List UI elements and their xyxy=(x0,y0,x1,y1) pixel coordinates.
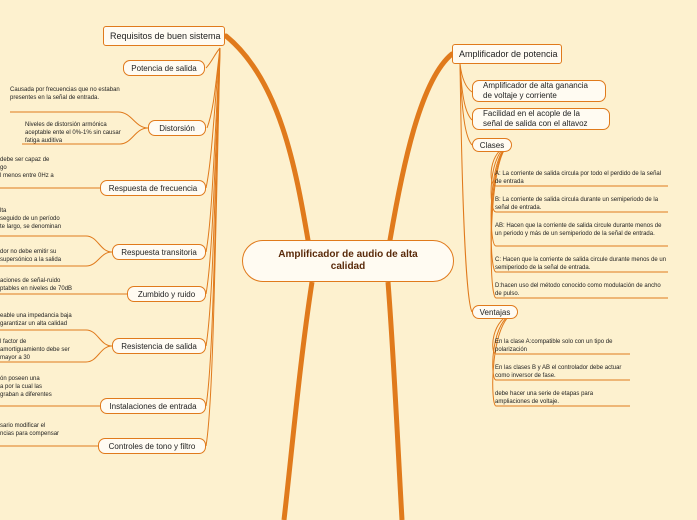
frecuencia-label: Respuesta de frecuencia xyxy=(108,183,198,193)
ventaja-1-text: En la clase A:compatible solo con un tipo de polarización xyxy=(495,339,613,353)
zumbido-label: Zumbido y ruido xyxy=(137,289,196,299)
requisitos-label: Requisitos de buen sistema xyxy=(110,31,221,41)
acople-label: Facilidad en el acople de la señal de salida con el altavoz xyxy=(483,109,588,128)
transitoria-text-5: dor no debe emitir su xyxy=(0,249,57,255)
frecuencia-text-2: go xyxy=(0,165,7,171)
transitoria-text-6: supersónico a la salida xyxy=(0,257,62,263)
resistencia-text-1: eable una impedancia baja xyxy=(0,313,72,319)
instalaciones-label: Instalaciones de entrada xyxy=(109,401,197,411)
ventaja-2-text: En las clases B y AB el controlador debe actuar como inversor de fase. xyxy=(495,365,622,379)
resistencia-label: Resistencia de salida xyxy=(121,341,197,351)
resistencia-text-3: l factor de xyxy=(0,339,27,345)
central-topic[interactable] xyxy=(242,240,454,282)
resistencia-node[interactable] xyxy=(112,338,206,354)
zumbido-text-1: aciones de señal-ruido xyxy=(0,278,61,284)
clases-node[interactable] xyxy=(472,138,512,152)
distorsion-node[interactable] xyxy=(148,120,206,136)
central-topic-label: Amplificador de audio de alta calidad xyxy=(278,249,418,272)
instalaciones-text-3: graban a diferentes xyxy=(0,392,52,398)
clases-label: Clases xyxy=(479,140,505,150)
distorsion-label: Distorsión xyxy=(159,123,195,133)
clase-a-text: A: La corriente de salida circula por todo el perdido de la señal de entrada xyxy=(495,171,662,185)
ventajas-label: Ventajas xyxy=(479,307,511,317)
acople-node[interactable] xyxy=(472,108,610,130)
amplificador-potencia-label: Amplificador de potencia xyxy=(459,49,558,59)
instalaciones-text-1: ón poseen una xyxy=(0,376,40,382)
transitoria-text-1: lta xyxy=(0,208,7,214)
transitoria-node[interactable] xyxy=(112,244,206,260)
resistencia-text-2: garantizar un alta calidad xyxy=(0,321,68,327)
controles-label: Controles de tono y filtro xyxy=(108,441,196,451)
frecuencia-text-1: debe ser capaz de xyxy=(0,157,50,163)
instalaciones-node[interactable] xyxy=(100,398,206,414)
controles-node[interactable] xyxy=(98,438,206,454)
clase-d-text: D:hacen uso del método conocido como modulación de ancho de pulso. xyxy=(495,283,661,297)
alta-ganancia-label: Amplificador de alta ganancia de voltaje y corriente xyxy=(483,81,588,100)
potencia-node[interactable] xyxy=(123,60,205,76)
ventajas-node[interactable] xyxy=(472,305,518,319)
transitoria-text-2: seguido de un período xyxy=(0,216,60,222)
alta-ganancia-node[interactable] xyxy=(472,80,606,102)
transitoria-text-3: te largo, se denominan xyxy=(0,224,62,230)
frecuencia-node[interactable] xyxy=(100,180,206,196)
zumbido-node[interactable] xyxy=(127,286,206,302)
resistencia-text-4: amortiguamiento debe ser xyxy=(0,347,70,353)
transitoria-label: Respuesta transitoria xyxy=(121,247,197,257)
controles-text-1: sario modificar el xyxy=(0,423,46,429)
frecuencia-text-3: l menos entre 0Hz a xyxy=(0,173,54,179)
instalaciones-text-2: a por la cual las xyxy=(0,384,43,390)
clase-ab-text: AB: Hacen que la corriente de salida circule durante menos de un periodo y más de un semiperiodo de la señal de entrada. xyxy=(495,223,662,237)
controles-text-2: ncias para compensar xyxy=(0,431,60,437)
ventaja-3-text: debe hacer una serie de etapas para ampliaciones de voltaje. xyxy=(495,391,594,405)
clase-c-text: C: Hacen que la corriente de salida circule durante menos de un semiperiodo de la señal de entrada. xyxy=(495,257,667,271)
zumbido-text-2: ptables en niveles de 70dB xyxy=(0,286,73,292)
resistencia-text-5: mayor a 30 xyxy=(0,355,31,361)
clase-b-text: B: La corriente de salida circula durante un semiperiodo de la señal de entrada. xyxy=(495,197,659,211)
potencia-label: Potencia de salida xyxy=(131,63,197,73)
distorsion-note-2: Niveles de distorsión armónica aceptable ente el 0%-1% sin causar fatiga auditiva xyxy=(25,122,121,144)
requisitos-node[interactable] xyxy=(103,26,225,46)
amplificador-potencia-node[interactable] xyxy=(452,44,562,64)
distorsion-note-1: Causada por frecuencias que no estaban presentes en la señal de entrada. xyxy=(10,87,120,101)
